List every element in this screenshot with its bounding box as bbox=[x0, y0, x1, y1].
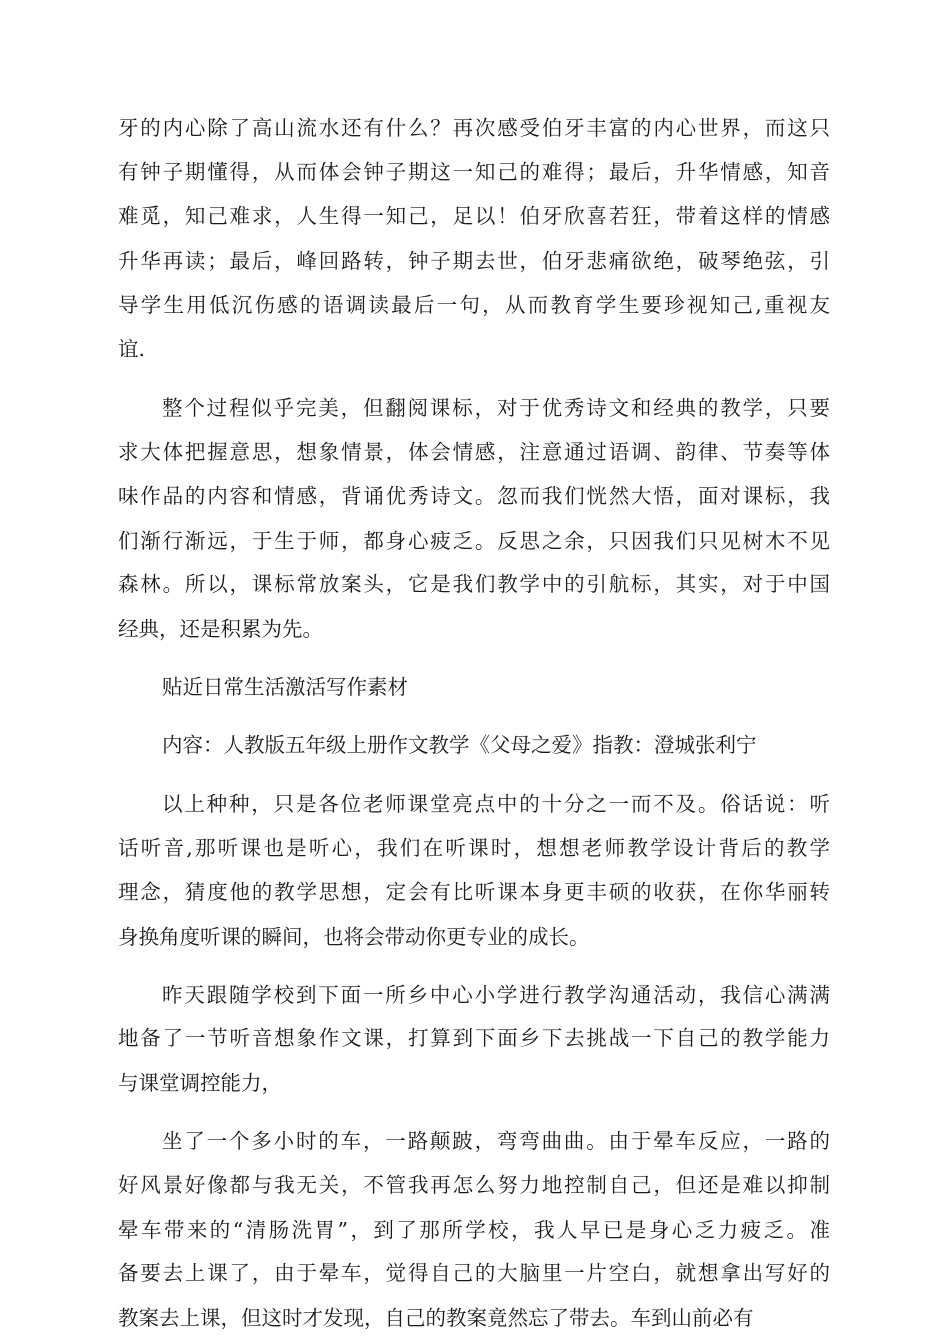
p2-line-5: 森林。所以，课标常放案头，它是我们教学中的引航标，其实，对于中国 bbox=[118, 572, 830, 597]
p2-line-3: 味作品的内容和情感，背诵优秀诗文。忽而我们恍然大悟，面对课标，我 bbox=[118, 483, 830, 508]
content-line: 内容：人教版五年级上册作文教学《父母之爱》指教：澄城张利宁 bbox=[162, 733, 757, 758]
p7-line-4: 备要去上课了，由于晕车，觉得自己的大脑里一片空白，就想拿出写好的 bbox=[118, 1261, 830, 1286]
p5-line-2: 话听音,那听课也是听心，我们在听课时，想想老师教学设计背后的教学 bbox=[118, 836, 830, 861]
p1-line-5: 导学生用低沉伤感的语调读最后一句，从而教育学生要珍视知己,重视友 bbox=[118, 292, 830, 317]
p1-line-2: 有钟子期懂得，从而体会钟子期这一知己的难得；最后，升华情感，知音 bbox=[118, 159, 830, 184]
section-heading: 贴近日常生活激活写作素材 bbox=[162, 675, 408, 700]
p5-line-1: 以上种种，只是各位老师课堂亮点中的十分之一而不及。俗话说：听 bbox=[162, 791, 830, 816]
p1-line-1: 牙的内心除了高山流水还有什么？再次感受伯牙丰富的内心世界，而这只 bbox=[118, 116, 830, 140]
p7-line-2: 好风景好像都与我无关，不管我再怎么努力地控制自己，但还是难以抑制 bbox=[118, 1173, 830, 1198]
p5-line-3: 理念，猜度他的教学思想，定会有比听课本身更丰硕的收获，在你华丽转 bbox=[118, 879, 830, 904]
p6-line-1: 昨天跟随学校到下面一所乡中心小学进行教学沟通活动，我信心满满 bbox=[162, 982, 830, 1007]
p1-line-3: 难觅，知己难求，人生得一知己，足以！伯牙欣喜若狂，带着这样的情感 bbox=[118, 204, 830, 229]
p7-line-1: 坐了一个多小时的车，一路颠跛，弯弯曲曲。由于晕车反应，一路的 bbox=[162, 1129, 830, 1154]
p7-line-5: 教案去上课，但这时才发现，自己的教案竟然忘了带去。车到山前必有 bbox=[118, 1306, 754, 1330]
p1-line-4: 升华再读；最后，峰回路转，钟子期去世，伯牙悲痛欲绝，破琴绝弦，引 bbox=[118, 248, 830, 273]
p1-line-6: 谊. bbox=[118, 337, 146, 362]
p2-line-1: 整个过程似乎完美，但翻阅课标，对于优秀诗文和经典的教学，只要 bbox=[162, 395, 830, 420]
p2-line-6: 经典，还是积累为先。 bbox=[118, 616, 323, 641]
p7-line-3: 晕车带来的“清肠洗胃”，到了那所学校，我人早已是身心乏力疲乏。准 bbox=[118, 1217, 830, 1242]
p6-line-2: 地备了一节听音想象作文课，打算到下面乡下去挑战一下自己的教学能力 bbox=[118, 1026, 830, 1051]
p6-line-3: 与课堂调控能力， bbox=[118, 1071, 282, 1096]
p5-line-4: 身换角度听课的瞬间，也将会带动你更专业的成长。 bbox=[118, 924, 590, 949]
p2-line-4: 们渐行渐远，于生于师，都身心疲乏。反思之余，只因我们只见树木不见 bbox=[118, 528, 830, 553]
p2-line-2: 求大体把握意思，想象情景，体会情感，注意通过语调、韵律、节奏等体 bbox=[118, 440, 830, 465]
